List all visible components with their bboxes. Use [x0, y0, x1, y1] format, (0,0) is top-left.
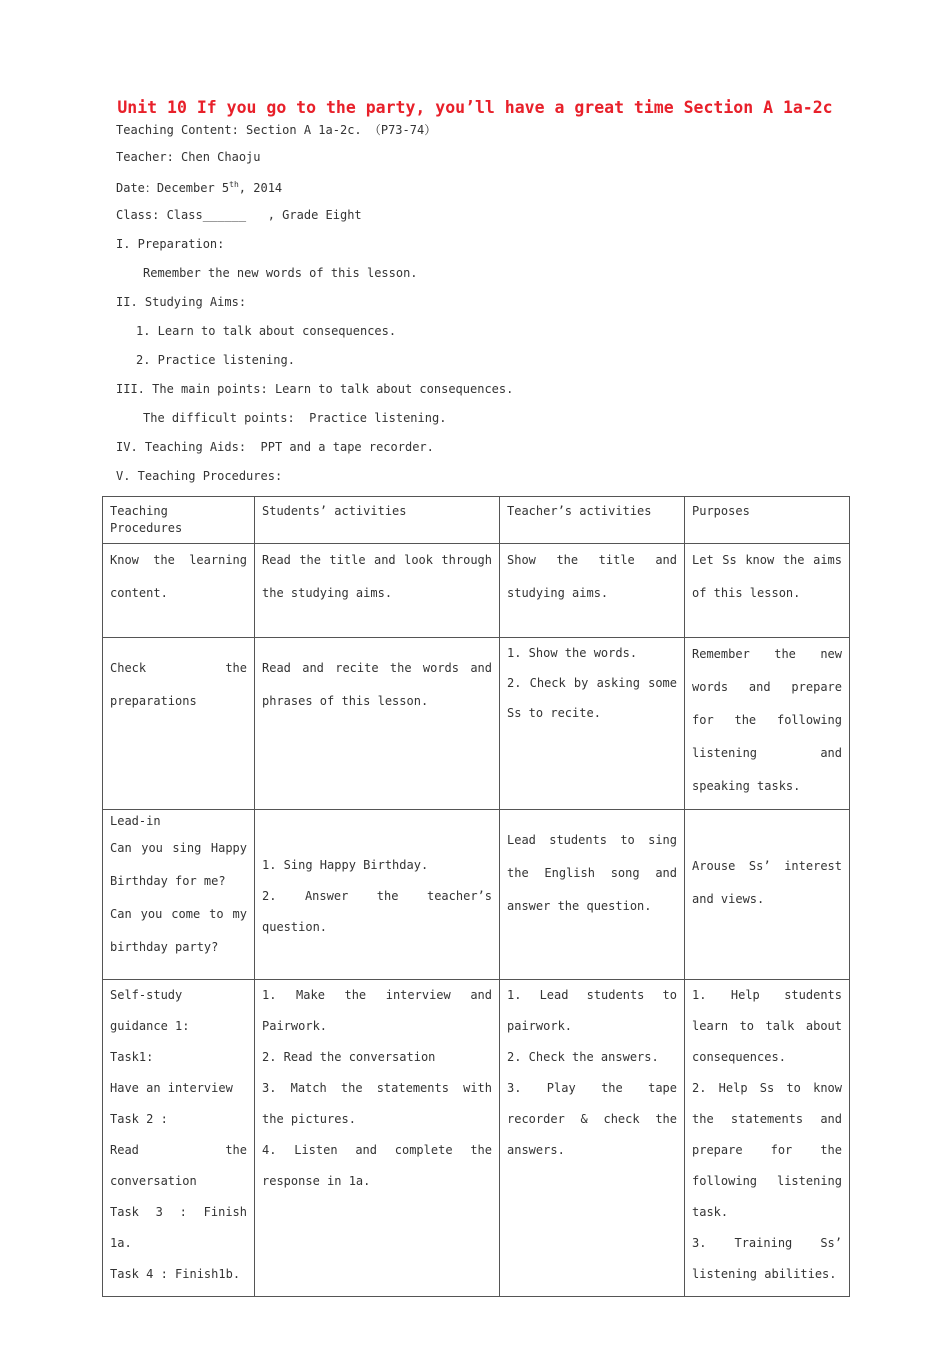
- date-prefix: Date：December 5: [116, 181, 230, 195]
- table-row: [103, 544, 850, 638]
- teaching-aids: IV. Teaching Aids: PPT and a tape recorder.: [116, 440, 434, 454]
- date-suffix: , 2014: [238, 181, 283, 195]
- teacher-step: 1. Show the words.: [507, 646, 638, 660]
- main-points: III. The main points: Learn to talk about consequences.: [116, 382, 514, 396]
- aims-heading: II. Studying Aims:: [116, 295, 247, 309]
- purpose-item: 2. Help Ss to know the statements and prepare for the following listening task.: [692, 1081, 842, 1219]
- task-line: Self-study guidance 1:: [110, 988, 190, 1033]
- procedures-table: [102, 496, 850, 1297]
- procedure-cell: Know the learning content.: [103, 544, 255, 638]
- column-header: Students’ activities: [255, 497, 500, 544]
- lesson-date: [116, 179, 282, 196]
- student-step: 1. Sing Happy Birthday.: [262, 858, 429, 872]
- class-line: Class: Class______ , Grade Eight: [116, 208, 362, 222]
- purpose-item: 1. Help students learn to talk about consequences.: [692, 988, 842, 1064]
- teacher-step: 3. Play the tape recorder & check the answers.: [507, 1081, 677, 1157]
- students-cell: [255, 810, 500, 980]
- purpose-cell: [685, 980, 850, 1297]
- table-header-row: [103, 497, 850, 544]
- column-header: Teaching Procedures: [103, 497, 255, 544]
- column-header: Teacher’s activities: [500, 497, 685, 544]
- document-title: Unit 10 If you go to the party, you’ll have a great time Section A 1a-2c: [117, 98, 833, 117]
- teacher-step: 2. Check by asking some Ss to recite.: [507, 676, 677, 720]
- lead-in-question: Can you come to my birthday party?: [110, 907, 247, 954]
- teaching-content: Teaching Content: Section A 1a-2c. （P73-74）: [116, 123, 437, 137]
- table-row: [103, 810, 850, 980]
- procedure-cell: Check the preparations: [103, 638, 255, 810]
- purpose-cell: Arouse Ss’ interest and views.: [685, 810, 850, 980]
- student-step: 4. Listen and complete the response in 1a.: [262, 1143, 492, 1188]
- task-line: Task 4 : Finish1b.: [110, 1267, 241, 1281]
- student-step: 2. Read the conversation: [262, 1050, 436, 1064]
- student-step: 2. Answer the teacher’s question.: [262, 889, 492, 934]
- preparation-text: Remember the new words of this lesson.: [143, 266, 418, 280]
- task-line: Have an interview: [110, 1081, 233, 1095]
- task-line: Task1:: [110, 1050, 154, 1064]
- students-cell: [255, 980, 500, 1297]
- teacher-name: Teacher: Chen Chaoju: [116, 150, 261, 164]
- teacher-step: 2. Check the answers.: [507, 1050, 659, 1064]
- teacher-cell: Lead students to sing the English song and answer the question.: [500, 810, 685, 980]
- table-row: [103, 638, 850, 810]
- task-line: Task 2 :: [110, 1112, 168, 1126]
- teacher-cell: [500, 980, 685, 1297]
- procedure-cell: [103, 810, 255, 980]
- purpose-cell: Let Ss know the aims of this lesson.: [685, 544, 850, 638]
- purpose-item: 3. Training Ss’ listening abilities.: [692, 1236, 842, 1281]
- lead-in-question: Can you sing Happy Birthday for me?: [110, 841, 247, 888]
- procedure-cell: [103, 980, 255, 1297]
- teacher-cell: Show the title and studying aims.: [500, 544, 685, 638]
- preparation-heading: I. Preparation:: [116, 237, 225, 251]
- date-superscript: th: [229, 180, 239, 189]
- student-step: 1. Make the interview and Pairwork.: [262, 988, 492, 1033]
- difficult-points: The difficult points: Practice listening.: [143, 411, 447, 425]
- teacher-step: 1. Lead students to pairwork.: [507, 988, 677, 1033]
- aim-item: 2. Practice listening.: [136, 353, 295, 367]
- lead-in-label: Lead-in: [110, 814, 161, 828]
- students-cell: Read the title and look through the studying aims.: [255, 544, 500, 638]
- purpose-cell: Remember the new words and prepare for the following listening and speaking tasks.: [685, 638, 850, 810]
- procedures-heading: V. Teaching Procedures:: [116, 469, 283, 483]
- task-line: Task 3 : Finish 1a.: [110, 1205, 247, 1250]
- table-row: [103, 980, 850, 1297]
- student-step: 3. Match the statements with the pictures.: [262, 1081, 492, 1126]
- column-header: Purposes: [685, 497, 850, 544]
- teacher-cell: [500, 638, 685, 810]
- aim-item: 1. Learn to talk about consequences.: [136, 324, 397, 338]
- students-cell: Read and recite the words and phrases of this lesson.: [255, 638, 500, 810]
- task-line: Read the conversation: [110, 1143, 247, 1188]
